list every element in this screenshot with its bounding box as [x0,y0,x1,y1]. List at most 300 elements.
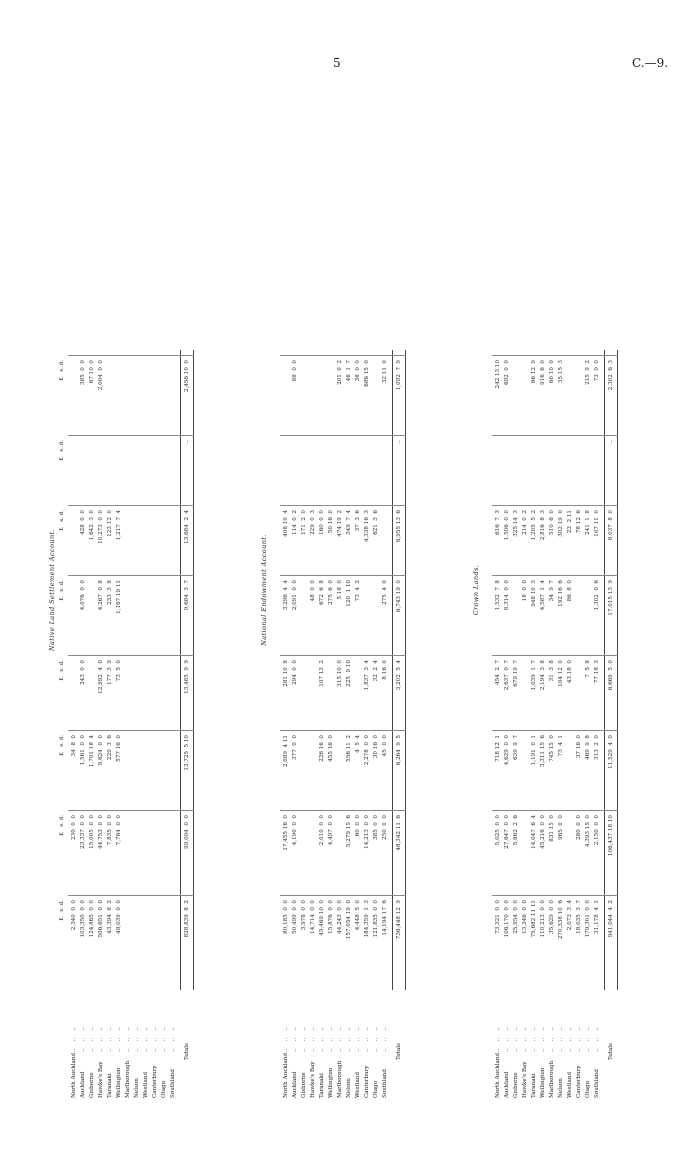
leader-dots: .. .. .. [98,1027,104,1052]
amount-cell: 43,394 8 2 [107,900,113,934]
amount-cell: 121,835 0 0 [373,900,379,938]
table-row [557,90,565,1100]
amount-cell: 3,296 4 4 [283,580,289,611]
table-row [584,90,592,1100]
amount-cell: 45,216 0 0 [540,815,546,849]
leader-dots: .. .. .. [576,1027,582,1052]
district-name: Taranaki [531,1073,537,1098]
amount-cell: 171 2 0 [301,510,307,535]
column-separator [492,505,618,506]
amount-cell: 745 15 0 [549,735,555,762]
section-title: National Endowment Account. [260,534,268,646]
leader-dots: .. .. .. [558,1027,564,1052]
table-row [521,90,529,1100]
amount-cell: 2,004 0 0 [98,360,104,391]
column-separator [492,435,618,436]
totals-label: Totals [396,1043,402,1060]
amount-cell: 2,816 8 3 [540,510,546,541]
total-cell: 9,684 3 7 [184,580,190,611]
amount-cell: 67 10 0 [89,360,95,384]
amount-cell: 4,448 5 0 [355,900,361,931]
leader-dots: .. .. .. [143,1027,149,1052]
district-name: Auckland [504,1071,510,1098]
district-name: Canterbury [364,1065,370,1098]
table-row [381,90,389,1100]
amount-cell: 35,629 0 0 [549,900,555,934]
district-name: Westland [355,1071,361,1098]
amount-cell: 1,701 18 4 [89,735,95,768]
amount-cell: 2,150 0 0 [594,815,600,846]
table-row [70,90,78,1100]
currency-header-cell: £ s. d. [59,510,65,531]
column-separator [68,730,194,731]
total-cell: 3,202 5 4 [396,660,402,691]
district-name: Otago [161,1080,167,1098]
amount-cell: 17,455 16 0 [283,815,289,851]
amount-cell: 179,301 0 0 [585,900,591,938]
district-name: Hawke's Bay [310,1061,316,1098]
amount-cell: 25,954 0 0 [513,900,519,934]
amount-cell: 215 9 2 [585,360,591,385]
amount-cell: 270,338 10 6 [558,900,564,940]
district-name: Otago [373,1080,379,1098]
amount-cell: 4,076 0 0 [80,580,86,611]
totals-rule-top [604,350,605,990]
column-separator [280,575,406,576]
table-row [354,90,362,1100]
leader-dots: .. .. .. [504,1027,510,1052]
amount-cell: 506,651 0 0 [98,900,104,938]
amount-cell: 965 0 0 [558,815,564,840]
table-row [97,90,105,1100]
amount-cell: 686 15 0 [364,360,370,387]
total-cell: .. [608,440,614,444]
district-name: Southland [170,1069,176,1098]
amount-cell: 2,637 0 7 [504,660,510,691]
total-cell: 941,044 4 2 [608,900,614,938]
amount-cell: 3,978 0 0 [301,900,307,931]
amount-cell: 469 9 8 [585,735,591,760]
amount-cell: 107 13 2 [319,660,325,687]
leader-dots: .. .. .. [513,1027,519,1052]
amount-cell: 679 19 7 [513,660,519,687]
amount-cell: 281 10 8 [283,660,289,687]
total-cell: 1,092 7 9 [396,360,402,391]
total-cell: 736,448 12 9 [396,900,402,940]
amount-cell: 948 10 3 [531,580,537,607]
leader-dots: .. .. .. [170,1027,176,1052]
total-cell: 13,684 2 4 [184,510,190,544]
total-cell: 8,037 8 0 [608,510,614,541]
amount-cell: 556 11 2 [346,735,352,762]
amount-cell: 14,047 6 4 [531,815,537,849]
amount-cell: 201 0 2 [337,360,343,385]
table-row [530,90,538,1100]
leader-dots: .. .. .. [337,1027,343,1052]
currency-header-cell: £ s. d. [59,660,65,681]
district-name: Wellington [540,1067,546,1098]
amount-cell: 37 16 0 [576,735,582,759]
district-name: Nelson [558,1078,564,1098]
amount-cell: 577 16 0 [116,735,122,762]
document-reference: C.—9. [632,56,669,70]
table-row [539,90,547,1100]
section-title: Native Land Settlement Account. [48,528,56,652]
district-name: Hawke's Bay [522,1061,528,1098]
leader-dots: .. .. .. [355,1027,361,1052]
amount-cell: 4,629 0 0 [504,735,510,766]
table-row [575,90,583,1100]
amount-cell: 1,506 0 0 [504,510,510,541]
table-row [300,90,308,1100]
total-cell: 6,669 5 0 [608,660,614,691]
column-separator [280,655,406,656]
table-row [282,90,290,1100]
column-separator [68,895,194,896]
amount-cell: 32 2 4 [373,660,379,682]
amount-cell: 46 1 7 [346,360,352,382]
leader-dots: .. .. .. [346,1027,352,1052]
district-name: Southland [382,1069,388,1098]
table-row [169,90,177,1100]
amount-cell: 692 0 0 [504,360,510,385]
amount-cell: 4 5 4 [355,735,361,753]
amount-cell: 242 13 10 [495,360,501,389]
amount-cell: 160 0 0 [319,510,325,535]
amount-cell: 4,190 0 0 [292,815,298,846]
totals-rule-bottom [193,350,194,990]
district-name: Gisborne [301,1072,307,1098]
amount-cell: 78 12 6 [576,510,582,534]
table-row [142,90,150,1100]
table-row [309,90,317,1100]
district-name: North Auckland [283,1052,289,1098]
amount-cell: 35 15 3 [558,360,564,384]
district-name: Westland [567,1071,573,1098]
column-separator [68,575,194,576]
amount-cell: 4,587 1 4 [540,580,546,611]
table-row [115,90,123,1100]
district-name: Canterbury [152,1065,158,1098]
amount-cell: 88 0 0 [292,360,298,382]
amount-cell: 315 10 0 [337,660,343,687]
amount-cell: 1,167 19 11 [116,580,122,614]
leader-dots: .. .. .. [71,1027,77,1052]
column-separator [68,435,194,436]
total-cell: 6,264 9 5 [396,735,402,766]
leader-dots: .. .. .. [364,1027,370,1052]
amount-cell: 1,561 0 0 [80,735,86,766]
amount-cell: 2,073 3 4 [567,900,573,931]
total-cell: 11,529 4 0 [608,735,614,769]
column-separator [68,505,194,506]
district-name: Marlborough [125,1060,131,1098]
table-section [472,90,672,1100]
totals-row [607,90,615,1100]
district-name: Gisborne [513,1072,519,1098]
amount-cell: 14,213 0 0 [364,815,370,849]
table-row [160,90,168,1100]
column-separator [492,575,618,576]
amount-cell: 34 8 0 [71,735,77,757]
totals-label: Totals [608,1043,614,1060]
amount-cell: 45,469 10 0 [319,900,325,936]
total-cell: 13,485 9 9 [184,660,190,694]
amount-cell: 233 3 8 [107,580,113,605]
leader-dots: .. .. .. [107,1027,113,1052]
amount-cell: 184,359 1 3 [364,900,370,938]
table-row [79,90,87,1100]
amount-cell: 5 18 0 [337,580,343,600]
amount-cell: 110,213 0 0 [540,900,546,938]
currency-header-cell: £ s. d. [59,580,65,601]
total-cell: .. [184,440,190,444]
total-cell: 99,004 0 0 [184,815,190,849]
amount-cell: 1,837 3 4 [364,660,370,691]
amount-cell: 73,321 0 0 [495,900,501,934]
totals-rule-top [180,350,181,990]
table-row [548,90,556,1100]
district-name: Marlborough [337,1060,343,1098]
amount-cell: 385 0 0 [373,815,379,840]
amount-cell: 1,217 7 4 [116,510,122,541]
district-name: North Auckland [71,1052,77,1098]
amount-cell: 7 5 8 [585,660,591,678]
total-cell: .. [396,440,402,444]
amount-cell: 275 4 0 [382,580,388,605]
amount-cell: 349 7 4 [346,510,352,535]
leader-dots: .. .. .. [310,1027,316,1052]
amount-cell: 66 12 0 [531,360,537,384]
amount-cell: 31,178 4 1 [594,900,600,934]
leader-dots: .. .. .. [382,1027,388,1052]
total-cell: 6,743 19 0 [396,580,402,613]
table-row [88,90,96,1100]
amount-cell: 616 7 3 [495,510,501,535]
leader-dots: .. .. .. [585,1027,591,1052]
amount-cell: 621 3 6 [373,510,379,535]
district-name: Wellington [116,1067,122,1098]
district-name: Westland [143,1071,149,1098]
table-row [512,90,520,1100]
amount-cell: 7,835 0 0 [107,815,113,846]
amount-cell: 50,499 0 0 [292,900,298,934]
amount-cell: 73 5 0 [116,660,122,682]
amount-cell: 408 19 4 [283,510,289,537]
column-separator [492,730,618,731]
amount-cell: 916 6 0 [540,360,546,385]
amount-cell: 5,025 0 0 [495,815,501,846]
amount-cell: 4,338 16 3 [364,510,370,543]
amount-cell: 2,010 0 0 [319,815,325,846]
district-name: Taranaki [319,1073,325,1098]
leader-dots: .. .. .. [594,1027,600,1052]
column-separator [492,355,618,356]
column-separator [280,355,406,356]
column-separator [280,730,406,731]
leader-dots: .. .. .. [301,1027,307,1052]
district-name: Marlborough [549,1060,555,1098]
page-number: 5 [333,56,341,70]
amount-cell: 474 19 2 [337,510,343,537]
amount-cell: 104 12 0 [558,660,564,687]
amount-cell: 106,170 0 0 [504,900,510,938]
table-row [133,90,141,1100]
amount-cell: 225 9 10 [346,660,352,687]
total-cell: 828,839 8 2 [184,900,190,938]
district-name: Otago [585,1080,591,1098]
amount-cell: 294 0 0 [292,660,298,685]
table-row [106,90,114,1100]
total-cell: 106,437 18 10 [608,815,614,856]
district-name: Nelson [134,1078,140,1098]
amount-cell: 325 14 3 [513,510,519,537]
leader-dots: .. .. .. [134,1027,140,1052]
amount-cell: 18 0 0 [522,580,528,602]
amount-cell: 226 16 0 [319,735,325,762]
amount-cell: 639 9 7 [513,735,519,760]
amount-cell: 123 12 0 [107,510,113,537]
rotated-financial-table [40,90,660,1100]
amount-cell: 1,532 7 8 [495,580,501,611]
amount-cell: 44,753 0 0 [98,815,104,849]
leader-dots: .. .. .. [116,1027,122,1052]
column-separator [492,810,618,811]
amount-cell: 73 4 2 [355,580,361,602]
leader-dots: .. .. .. [567,1027,573,1052]
leader-dots: .. .. .. [328,1027,334,1052]
amount-cell: 48 0 0 [310,580,316,602]
table-row [318,90,326,1100]
totals-rule-top [392,350,393,990]
amount-cell: 37 3 6 [355,510,361,532]
amount-cell: 2,089 4 11 [283,735,289,768]
amount-cell: 2,091 0 0 [292,580,298,611]
amount-cell: 8,314 0 0 [504,580,510,611]
amount-cell: 718 12 1 [495,735,501,762]
column-separator [68,655,194,656]
leader-dots: .. .. .. [89,1027,95,1052]
amount-cell: 14,714 0 0 [310,900,316,934]
table-row [566,90,574,1100]
amount-cell: 455 16 0 [328,735,334,762]
amount-cell: 275 6 0 [328,580,334,605]
column-separator [280,435,406,436]
total-cell: 6,955 13 6 [396,510,402,543]
total-cell: 17,015 13 9 [608,580,614,616]
total-cell: 2,302 6 3 [608,360,614,391]
leader-dots: .. .. .. [161,1027,167,1052]
totals-rule-bottom [405,350,406,990]
amount-cell: 250 0 0 [382,815,388,840]
column-separator [492,895,618,896]
amount-cell: 5,862 2 6 [513,815,519,846]
amount-cell: 32 11 0 [382,360,388,384]
amount-cell: 73 4 1 [558,735,564,757]
amount-cell: 8 16 0 [382,660,388,680]
amount-cell: 157,054 19 0 [346,900,352,940]
column-separator [280,505,406,506]
amount-cell: 48,039 0 0 [116,900,122,934]
table-row [593,90,601,1100]
column-separator [492,655,618,656]
amount-cell: 2,340 0 0 [71,900,77,931]
amount-cell: 80,185 0 0 [283,900,289,934]
leader-dots: .. .. .. [495,1027,501,1052]
table-row [327,90,335,1100]
table-section [260,90,460,1100]
amount-cell: 23 2 11 [567,510,573,534]
totals-rule-bottom [617,350,618,990]
amount-cell: 2,194 3 8 [540,660,546,691]
amount-cell: 1,191 0 1 [531,735,537,766]
column-separator [68,810,194,811]
amount-cell: 243 0 0 [80,660,86,685]
district-name: Hawke's Bay [98,1061,104,1098]
column-separator [68,355,194,356]
amount-cell: 107 11 0 [594,510,600,537]
totals-row [183,90,191,1100]
district-name: Wellington [328,1067,334,1098]
amount-cell: 12,992 4 0 [98,660,104,694]
leader-dots: .. .. .. [80,1027,86,1052]
table-row [372,90,380,1100]
district-name: Gisborne [89,1072,95,1098]
leader-dots: .. .. .. [531,1027,537,1052]
amount-cell: 280 0 0 [576,815,582,840]
amount-cell: 23,337 0 0 [80,815,86,849]
totals-row [395,90,403,1100]
table-row [336,90,344,1100]
currency-header-cell: £ s. d. [59,360,65,381]
currency-header-cell: £ s. d. [59,815,65,836]
amount-cell: 14,194 17 6 [382,900,388,936]
amount-cell: 9,624 0 0 [98,735,104,766]
amount-cell: 1,205 5 2 [531,510,537,541]
leader-dots: .. .. .. [540,1027,546,1052]
amount-cell: 377 0 0 [292,735,298,760]
leader-dots: .. .. .. [292,1027,298,1052]
district-name: Auckland [80,1071,86,1098]
leader-dots: .. .. .. [125,1027,131,1052]
amount-cell: 510 6 0 [549,510,555,535]
table-row [291,90,299,1100]
column-separator [280,810,406,811]
amount-cell: 38 0 0 [355,360,361,382]
amount-cell: 31 3 8 [549,660,555,682]
amount-cell: 302 19 0 [558,510,564,537]
leader-dots: .. .. .. [549,1027,555,1052]
amount-cell: 3,311 15 6 [540,735,546,768]
amount-cell: 1,302 0 6 [594,580,600,611]
amount-cell: 428 0 0 [80,510,86,535]
amount-cell: 30 16 0 [373,735,379,759]
amount-cell: 73 0 0 [594,360,600,382]
amount-cell: 672 6 8 [319,580,325,605]
amount-cell: 60 10 0 [549,360,555,384]
amount-cell: 229 3 6 [107,735,113,760]
amount-cell: 4,267 0 8 [98,580,104,611]
amount-cell: 50 16 0 [328,510,334,534]
currency-header-cell: £ s. d. [59,440,65,461]
total-cell: 2,456 10 0 [184,360,190,393]
table-row [503,90,511,1100]
amount-cell: 192 16 6 [558,580,564,607]
amount-cell: 385 0 0 [80,360,86,385]
amount-cell: 45 0 0 [382,735,388,757]
amount-cell: 10,273 0 0 [98,510,104,544]
amount-cell: 15,005 0 0 [89,815,95,849]
